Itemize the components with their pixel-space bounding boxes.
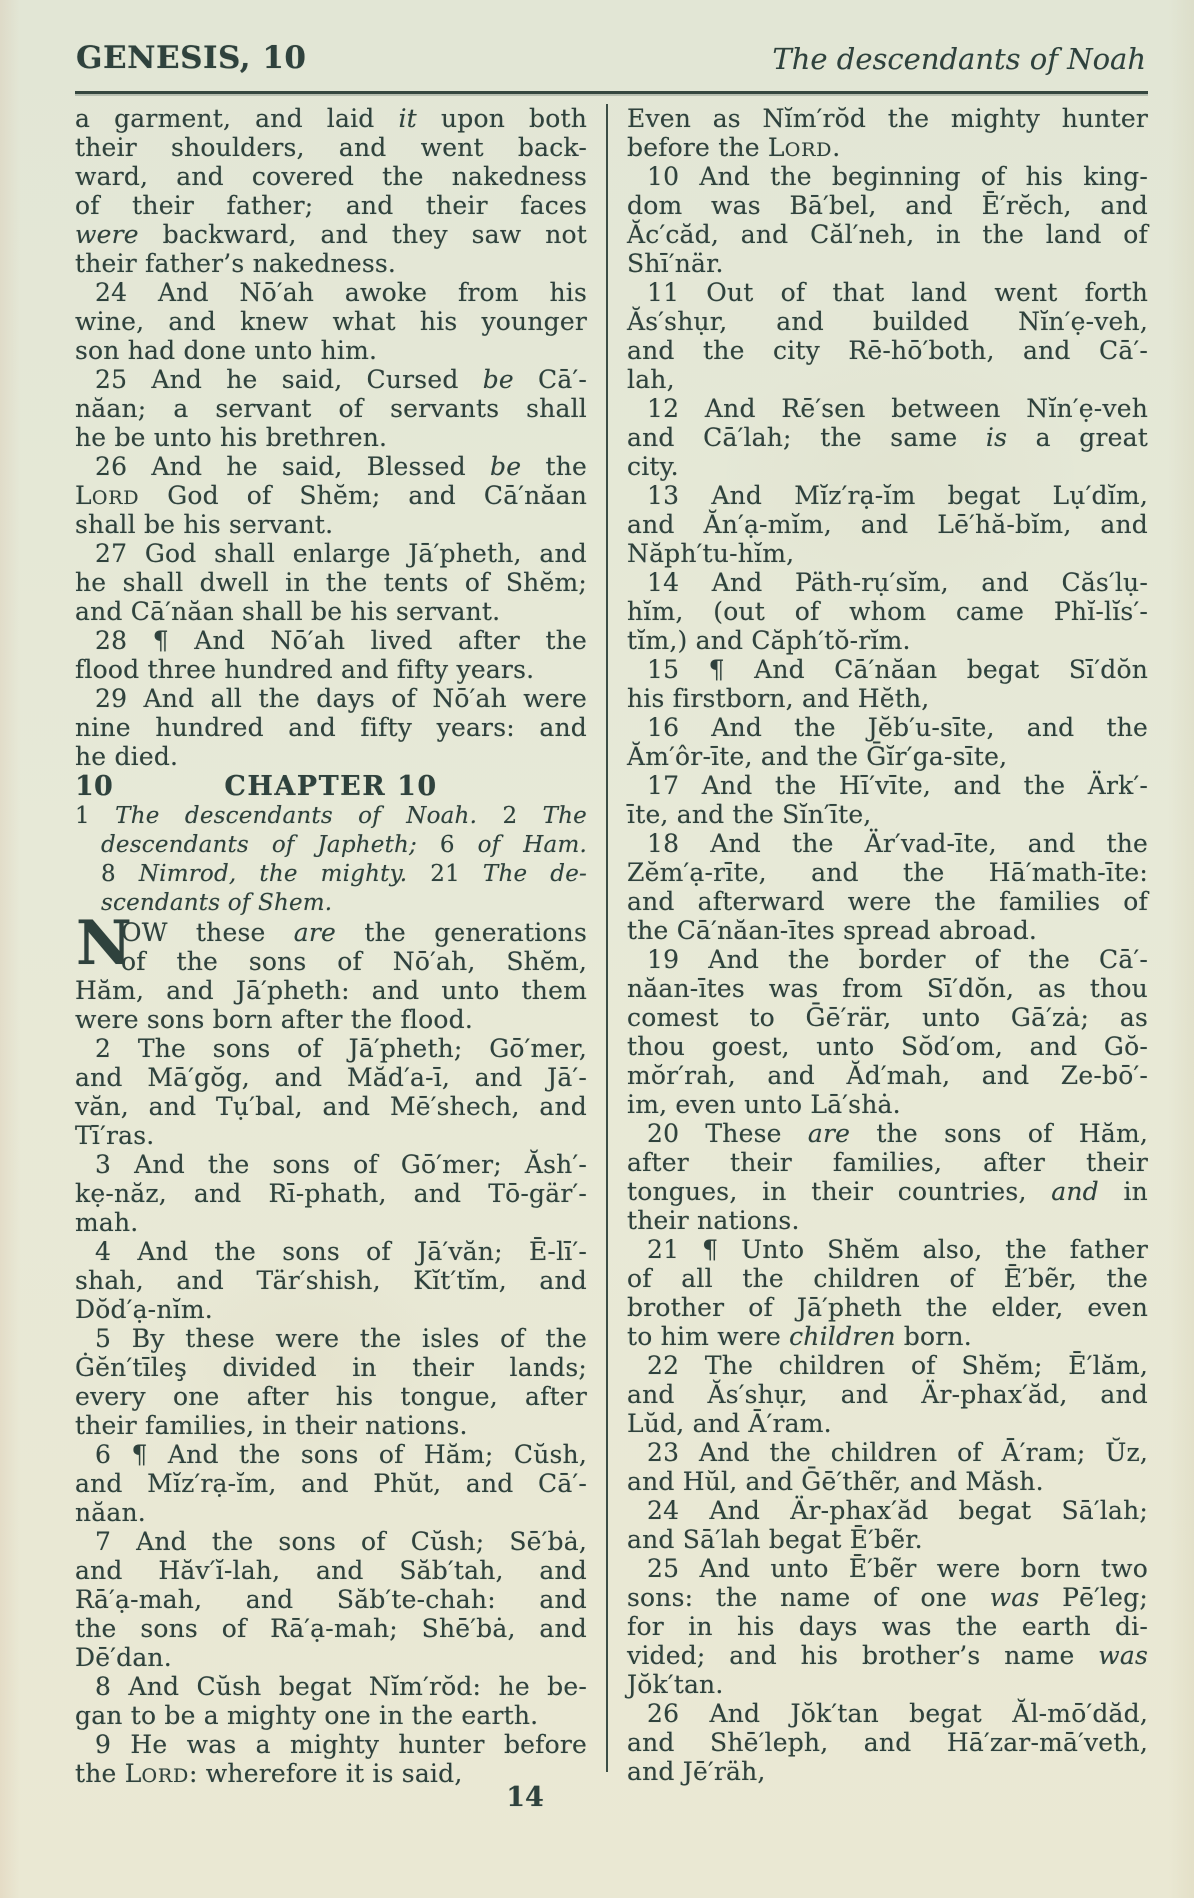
text-line: and Ăs′shụr, and Är-phax′ăd, and xyxy=(627,1380,1148,1409)
text-line: hĭm, (out of whom came Phĭ-lĭs′- xyxy=(627,597,1148,626)
text-line: 22 The children of Shĕm; Ē′lăm, xyxy=(647,1351,1148,1380)
text-columns xyxy=(75,104,1148,1788)
text-line: and Hŭl, and Ḡē′thẽr, and Măsh. xyxy=(627,1467,1044,1496)
text-line: he shall dwell in the tents of Shĕm; xyxy=(75,568,587,597)
text-line: 17 And the Hī′vīte, and the Ärk′- xyxy=(647,771,1148,800)
text-line: 1 The descendants of Noah. 2 The xyxy=(75,803,587,829)
text-line: 5 By these were the isles of the xyxy=(95,1324,587,1353)
text-line: 12 And Rē′sen between Nĭn′ẹ-veh xyxy=(647,394,1148,423)
text-line: after their families, after their xyxy=(627,1148,1148,1177)
text-line: he died. xyxy=(75,742,179,771)
text-line: tĭm,) and Căph′tŏ-rĭm. xyxy=(627,626,911,655)
text-line: nine hundred and fifty years: and xyxy=(75,713,587,742)
text-line: N OW these are the generations xyxy=(76,908,587,979)
text-line: Rā′ạ-mah, and Săb′te-chah: and xyxy=(75,1585,587,1614)
text-line: 25 And he said, Cursed be Cā′- xyxy=(95,365,587,394)
text-line: 27 God shall enlarge Jā′pheth, and xyxy=(95,539,587,568)
text-line: 2 The sons of Jā′pheth; Gō′mer, xyxy=(95,1034,587,1063)
text-line: before the LORD. xyxy=(627,133,841,162)
text-line: 20 These are the sons of Hăm, xyxy=(647,1119,1148,1148)
text-line: were backward, and they saw not xyxy=(75,220,587,249)
text-line: 8 Nimrod, the mighty. 21 The de- xyxy=(101,861,587,887)
text-line: vided; and his brother’s name was xyxy=(627,1641,1148,1670)
text-line: kẹ-năz, and Rī-phath, and Tō-gär′- xyxy=(75,1179,587,1208)
text-line: city. xyxy=(627,452,679,481)
text-line: the sons of Rā′ạ-mah; Shē′bȧ, and xyxy=(75,1614,587,1643)
text-line: 28 ¶ And Nō′ah lived after the xyxy=(95,626,587,655)
text-line: sons: the name of one was Pē′leg; xyxy=(627,1583,1148,1612)
text-line: and Mĭz′rạ-ĭm, and Phŭt, and Cā′- xyxy=(75,1469,587,1498)
text-line: 16 And the Jĕb′u-sīte, and the xyxy=(647,713,1148,742)
small-caps-lord: ORD xyxy=(141,1765,190,1787)
column-divider xyxy=(606,104,608,1772)
text-line: and Cā′năan shall be his servant. xyxy=(75,597,501,626)
chapter-margin-number: 10 xyxy=(75,771,113,802)
text-line: 19 And the border of the Cā′- xyxy=(647,945,1148,974)
text-line: 29 And all the days of Nō′ah were xyxy=(95,684,587,713)
text-line: and Jē′räh, xyxy=(627,1757,766,1786)
text-line: their nations. xyxy=(627,1206,800,1235)
text-line: 3 And the sons of Gō′mer; Ăsh′- xyxy=(95,1150,587,1179)
text-line: im, even unto Lā′shȧ. xyxy=(627,1090,901,1119)
text-line: he be unto his brethren. xyxy=(75,423,388,452)
text-line: Ăc′căd, and Căl′neh, in the land of xyxy=(627,220,1148,249)
text-line: shah, and Tär′shish, Kĭt′tĭm, and xyxy=(75,1266,587,1295)
header-book-title: GENESIS, 10 xyxy=(76,40,307,76)
text-line: 15 ¶ And Cā′năan begat Sī′dŏn xyxy=(647,655,1148,684)
text-line: and afterward were the families of xyxy=(627,887,1148,916)
text-line: and Hăv′ĭ-lah, and Săb′tah, and xyxy=(75,1556,587,1585)
text-line: and Cā′lah; the same is a great xyxy=(627,423,1148,452)
text-line: their shoulders, and went back- xyxy=(75,133,587,162)
text-line: Dē′dan. xyxy=(75,1643,172,1672)
text-line: tongues, in their countries, and in xyxy=(627,1177,1148,1206)
text-line: 10 And the beginning of his king- xyxy=(647,162,1148,191)
text-line: scendants of Shem. xyxy=(101,890,333,916)
text-line: 24 And Är-phax′ăd begat Sā′lah; xyxy=(647,1496,1148,1525)
text-line: 6 ¶ And the sons of Hăm; Cŭsh, xyxy=(95,1440,587,1469)
text-line: Năph′tu-hĭm, xyxy=(627,539,795,568)
text-line: of the sons of Nō′ah, Shĕm, xyxy=(121,947,587,976)
text-line: to him were children born. xyxy=(627,1322,972,1351)
text-line: of all the children of Ē′bẽr, the xyxy=(627,1264,1148,1293)
text-line: Shī′när. xyxy=(627,249,724,278)
text-line: the Cā′năan-ītes spread abroad. xyxy=(627,916,1038,945)
small-caps-lord: ORD xyxy=(91,487,140,509)
text-line: 23 And the children of Ā′ram; Ŭz, xyxy=(647,1438,1148,1467)
text-line: 4 And the sons of Jā′văn; Ē-lī′- xyxy=(95,1237,587,1266)
running-header xyxy=(76,40,1146,80)
text-line: for in his days was the earth di- xyxy=(627,1612,1148,1641)
chapter-heading xyxy=(75,771,587,802)
text-line: brother of Jā′pheth the elder, even xyxy=(627,1293,1148,1322)
header-rule xyxy=(75,91,1148,94)
text-line: 11 Out of that land went forth xyxy=(647,278,1148,307)
text-line: Tī′ras. xyxy=(75,1121,155,1150)
text-line: flood three hundred and fifty years. xyxy=(75,655,535,684)
page-number: 14 xyxy=(506,1782,544,1813)
text-line: wine, and knew what his younger xyxy=(75,307,587,336)
text-line: mŏr′rah, and Ăd′mah, and Ze-bō′- xyxy=(627,1061,1148,1090)
text-line: shall be his servant. xyxy=(75,510,334,539)
text-line: 26 And he said, Blessed be the xyxy=(95,452,587,481)
text-line: and Sā′lah begat Ē′bẽr. xyxy=(627,1525,923,1554)
small-caps-lord: ORD xyxy=(784,139,833,161)
text-line: 8 And Cŭsh begat Nĭm′rŏd: he be- xyxy=(95,1672,587,1701)
text-line: năan; a servant of servants shall xyxy=(75,394,587,423)
text-line: 21 ¶ Unto Shĕm also, the father xyxy=(647,1235,1148,1264)
text-line: gan to be a mighty one in the earth. xyxy=(75,1701,539,1730)
text-line: Even as Nĭm′rŏd the mighty hunter xyxy=(627,104,1148,133)
text-line: and Ăn′ạ-mĭm, and Lē′hă-bĭm, and xyxy=(627,510,1148,539)
text-line: 13 And Mĭz′rạ-ĭm begat Lụ′dĭm, xyxy=(647,481,1148,510)
text-line: dom was Bā′bel, and Ē′rĕch, and xyxy=(627,191,1148,220)
text-line: 14 And Päth-rụ′sĭm, and Căs′lụ- xyxy=(647,568,1148,597)
text-line: and the city Rē-hō′both, and Cā′- xyxy=(627,336,1148,365)
text-line: descendants of Japheth; 6 of Ham. xyxy=(101,832,587,858)
text-line: his firstborn, and Hĕth, xyxy=(627,684,930,713)
text-line: 24 And Nō′ah awoke from his xyxy=(95,278,587,307)
text-line: every one after his tongue, after xyxy=(75,1382,587,1411)
text-line: 7 And the sons of Cŭsh; Sē′bȧ, xyxy=(95,1527,587,1556)
text-line: their father’s nakedness. xyxy=(75,249,397,278)
text-line: Hăm, and Jā′pheth: and unto them xyxy=(75,976,587,1005)
text-line: a garment, and laid it upon both xyxy=(75,104,587,133)
drop-cap: N xyxy=(76,908,132,979)
text-line: and Mā′gŏg, and Măd′a-ī, and Jā′- xyxy=(75,1063,587,1092)
text-line: the LORD: wherefore it is said, xyxy=(75,1759,463,1788)
text-line: năan. xyxy=(75,1498,146,1527)
text-line: lah, xyxy=(627,365,675,394)
text-line: ward, and covered the nakedness xyxy=(75,162,587,191)
chapter-title: CHAPTER 10 xyxy=(224,771,438,802)
text-line: LORD God of Shĕm; and Cā′năan xyxy=(75,481,587,510)
text-line: Ġĕn′tīleş divided in their lands; xyxy=(75,1353,587,1382)
text-line: 26 And Jŏk′tan begat Ăl-mō′dăd, xyxy=(647,1699,1148,1728)
text-line: năan-ītes was from Sī′dŏn, as thou xyxy=(627,974,1148,1003)
text-line: Jŏk′tan. xyxy=(627,1670,724,1699)
text-line: īte, and the Sĭn′īte, xyxy=(627,800,872,829)
text-line: văn, and Tụ′bal, and Mē′shech, and xyxy=(75,1092,587,1121)
text-line: Dŏd′ạ-nĭm. xyxy=(75,1295,213,1324)
text-line: son had done unto him. xyxy=(75,336,378,365)
text-line: and Shē′leph, and Hā′zar-mā′veth, xyxy=(627,1728,1148,1757)
text-line: 25 And unto Ē′bẽr were born two xyxy=(647,1554,1148,1583)
text-line: mah. xyxy=(75,1208,139,1237)
column-right xyxy=(627,104,1148,1788)
text-line: 18 And the Är′vad-īte, and the xyxy=(647,829,1148,858)
header-page-title: The descendants of Noah xyxy=(772,42,1146,76)
text-line: comest to Ḡē′rär, unto Gā′zȧ; as xyxy=(627,1003,1148,1032)
text-line: were sons born after the flood. xyxy=(75,1005,473,1034)
text-line: Lŭd, and Ā′ram. xyxy=(627,1409,832,1438)
text-line: 9 He was a mighty hunter before xyxy=(95,1730,587,1759)
text-line: Ăs′shụr, and builded Nĭn′ẹ-veh, xyxy=(627,307,1148,336)
text-line: Ăm′ôr-īte, and the Ḡĭr′ga-sīte, xyxy=(627,742,1008,771)
text-line: Zĕm′ạ-rīte, and the Hā′math-īte: xyxy=(627,858,1148,887)
text-line: of their father; and their faces xyxy=(75,191,587,220)
column-left xyxy=(75,104,587,1788)
text-line: thou goest, unto Sŏd′om, and Gŏ- xyxy=(627,1032,1148,1061)
text-line: their families, in their nations. xyxy=(75,1411,468,1440)
